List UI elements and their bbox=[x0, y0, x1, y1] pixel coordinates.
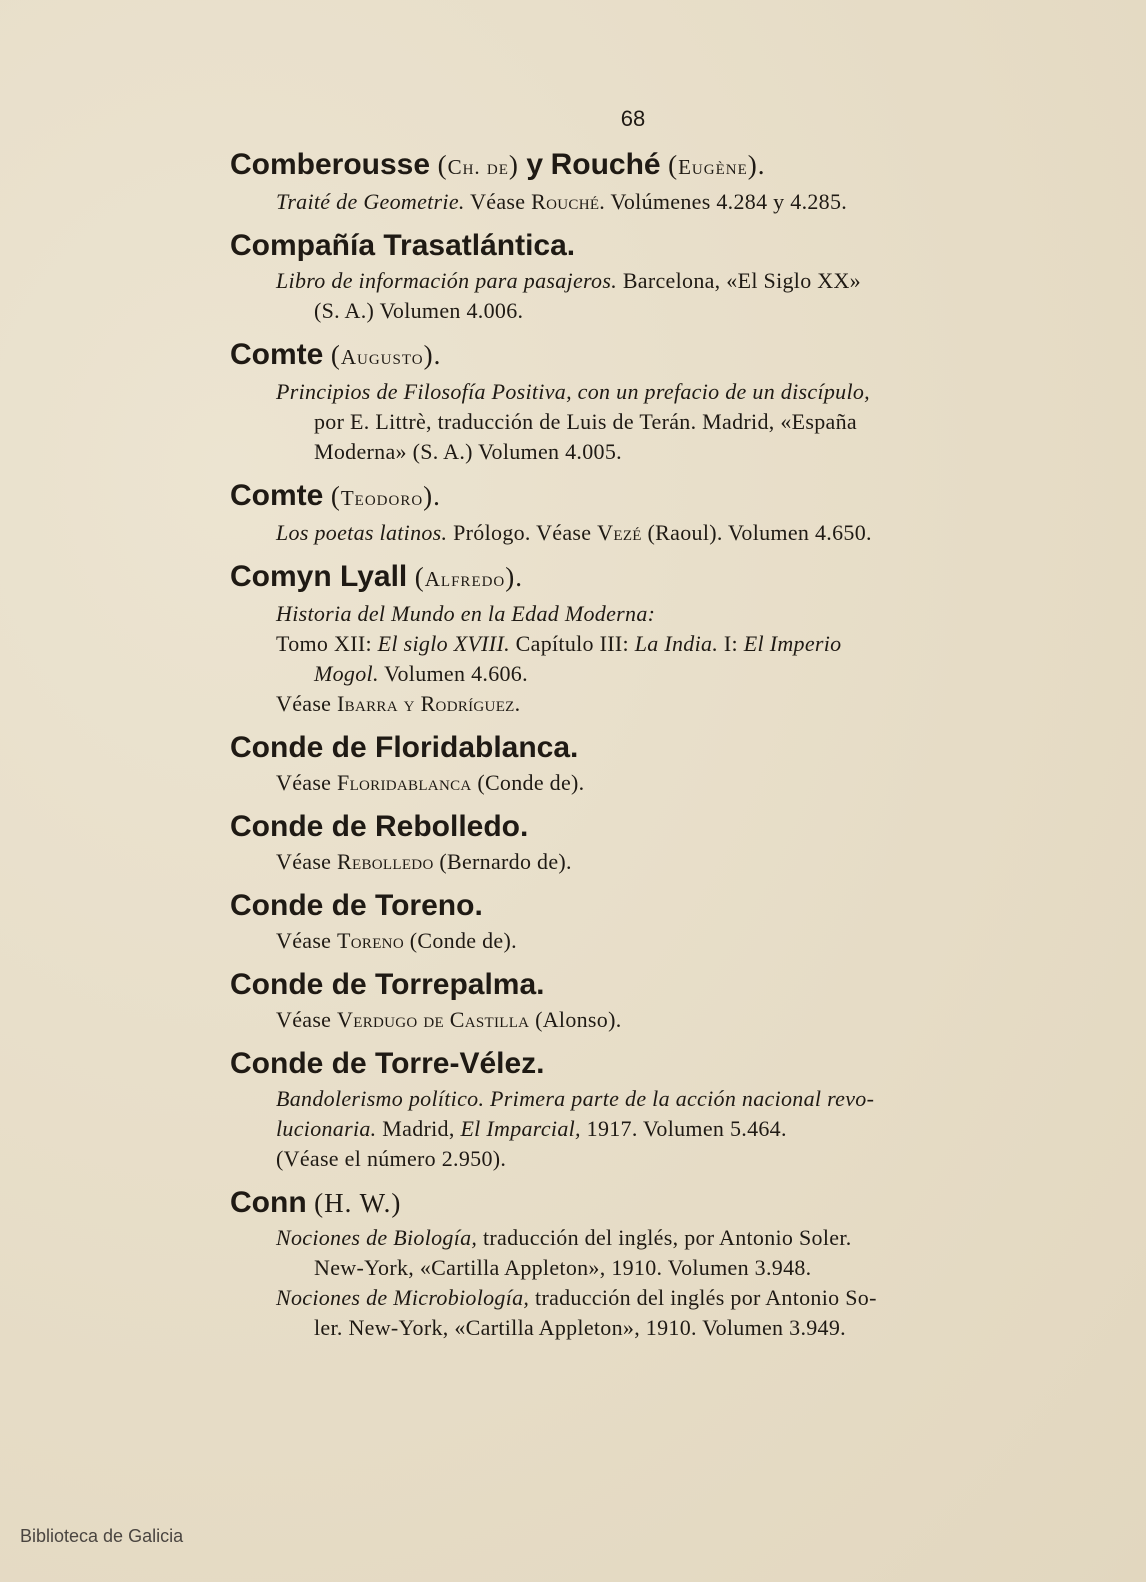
author-name: Conde de Rebolledo. bbox=[230, 810, 529, 843]
author-name: Compañía Trasatlántica. bbox=[230, 229, 576, 262]
entry-line: Bandolerismo político. Primera parte de la acción nacional revo- bbox=[276, 1086, 875, 1111]
entry-heading bbox=[230, 476, 1030, 518]
author-given-name: (Augusto). bbox=[330, 340, 442, 370]
entry-line: Véase Rebolledo (Bernardo de). bbox=[276, 849, 572, 874]
entry-heading bbox=[230, 1183, 1030, 1223]
entry bbox=[230, 965, 1030, 1035]
author-name: Comte bbox=[230, 338, 324, 371]
entry-line: Los poetas latinos. Prólogo. Véase Vezé (Raoul). Volumen 4.650. bbox=[276, 520, 872, 545]
entry-line: (S. A.) Volumen 4.006. bbox=[314, 298, 524, 323]
entry bbox=[230, 1044, 1030, 1174]
author-given-name: (Alfredo). bbox=[414, 562, 524, 592]
entry-line: Nociones de Microbiología, traducción del inglés por Antonio So- bbox=[276, 1285, 877, 1310]
entry bbox=[230, 1183, 1030, 1343]
entry bbox=[230, 886, 1030, 956]
entry-heading bbox=[230, 145, 1030, 187]
entry-line: Traité de Geometrie. Véase Rouché. Volúmenes 4.284 y 4.285. bbox=[276, 189, 848, 214]
entry-heading bbox=[230, 807, 1030, 847]
author-name: Comyn Lyall bbox=[230, 560, 408, 593]
entry-line: Moderna» (S. A.) Volumen 4.005. bbox=[314, 439, 622, 464]
entry-line: Libro de información para pasajeros. Barcelona, «El Siglo XX» bbox=[276, 268, 861, 293]
author-name: Comberousse bbox=[230, 148, 431, 181]
entry-line: New-York, «Cartilla Appleton», 1910. Volumen 3.948. bbox=[314, 1255, 812, 1280]
entry-line: Tomo XII: El siglo XVIII. Capítulo III: La India. I: El Imperio bbox=[276, 631, 842, 656]
library-watermark: Biblioteca de Galicia bbox=[20, 1526, 184, 1546]
entry-heading bbox=[230, 226, 1030, 266]
entry-line: Véase Floridablanca (Conde de). bbox=[276, 770, 585, 795]
entry-line: Véase Ibarra y Rodríguez. bbox=[276, 691, 521, 716]
entry bbox=[230, 557, 1030, 719]
entry-heading bbox=[230, 728, 1030, 768]
entry-line: ler. New-York, «Cartilla Appleton», 1910. Volumen 3.949. bbox=[314, 1315, 846, 1340]
author-given-name: (H. W.) bbox=[314, 1188, 402, 1218]
entry-line: por E. Littrè, traducción de Luis de Terán. Madrid, «España bbox=[314, 409, 857, 434]
entry bbox=[230, 807, 1030, 877]
entry-line: Véase Verdugo de Castilla (Alonso). bbox=[276, 1007, 622, 1032]
entry-line: Principios de Filosofía Positiva, con un prefacio de un discípulo, bbox=[276, 379, 870, 404]
author-name: Conde de Torre-Vélez. bbox=[230, 1047, 545, 1080]
entry-line: Mogol. Volumen 4.606. bbox=[314, 661, 528, 686]
author-name: Conn bbox=[230, 1186, 307, 1219]
entry-heading bbox=[230, 335, 1030, 377]
entry-heading bbox=[230, 965, 1030, 1005]
entry-list bbox=[230, 145, 1030, 1352]
entry-heading bbox=[230, 886, 1030, 926]
author-given-name-2: (Eugène). bbox=[668, 150, 766, 180]
entry-line: Historia del Mundo en la Edad Moderna: bbox=[276, 601, 656, 626]
author-given-name: (Ch. de) bbox=[437, 150, 519, 180]
entry bbox=[230, 476, 1030, 548]
author-given-name: (Teodoro). bbox=[330, 481, 441, 511]
entry bbox=[230, 145, 1030, 217]
entry bbox=[230, 226, 1030, 326]
author-name: Conde de Floridablanca. bbox=[230, 731, 579, 764]
conjunction: y bbox=[526, 148, 544, 181]
entry-line: Véase Toreno (Conde de). bbox=[276, 928, 517, 953]
author-name-2: Rouché bbox=[550, 148, 661, 181]
entry-line: lucionaria. Madrid, El Imparcial, 1917. Volumen 5.464. bbox=[276, 1116, 787, 1141]
page-number: 68 bbox=[620, 106, 646, 131]
entry-heading bbox=[230, 557, 1030, 599]
entry-line: (Véase el número 2.950). bbox=[276, 1146, 507, 1171]
entry-line: Nociones de Biología, traducción del inglés, por Antonio Soler. bbox=[276, 1225, 852, 1250]
author-name: Conde de Toreno. bbox=[230, 889, 483, 922]
author-name: Conde de Torrepalma. bbox=[230, 968, 545, 1001]
entry bbox=[230, 728, 1030, 798]
entry bbox=[230, 335, 1030, 467]
author-name: Comte bbox=[230, 479, 324, 512]
entry-heading bbox=[230, 1044, 1030, 1084]
